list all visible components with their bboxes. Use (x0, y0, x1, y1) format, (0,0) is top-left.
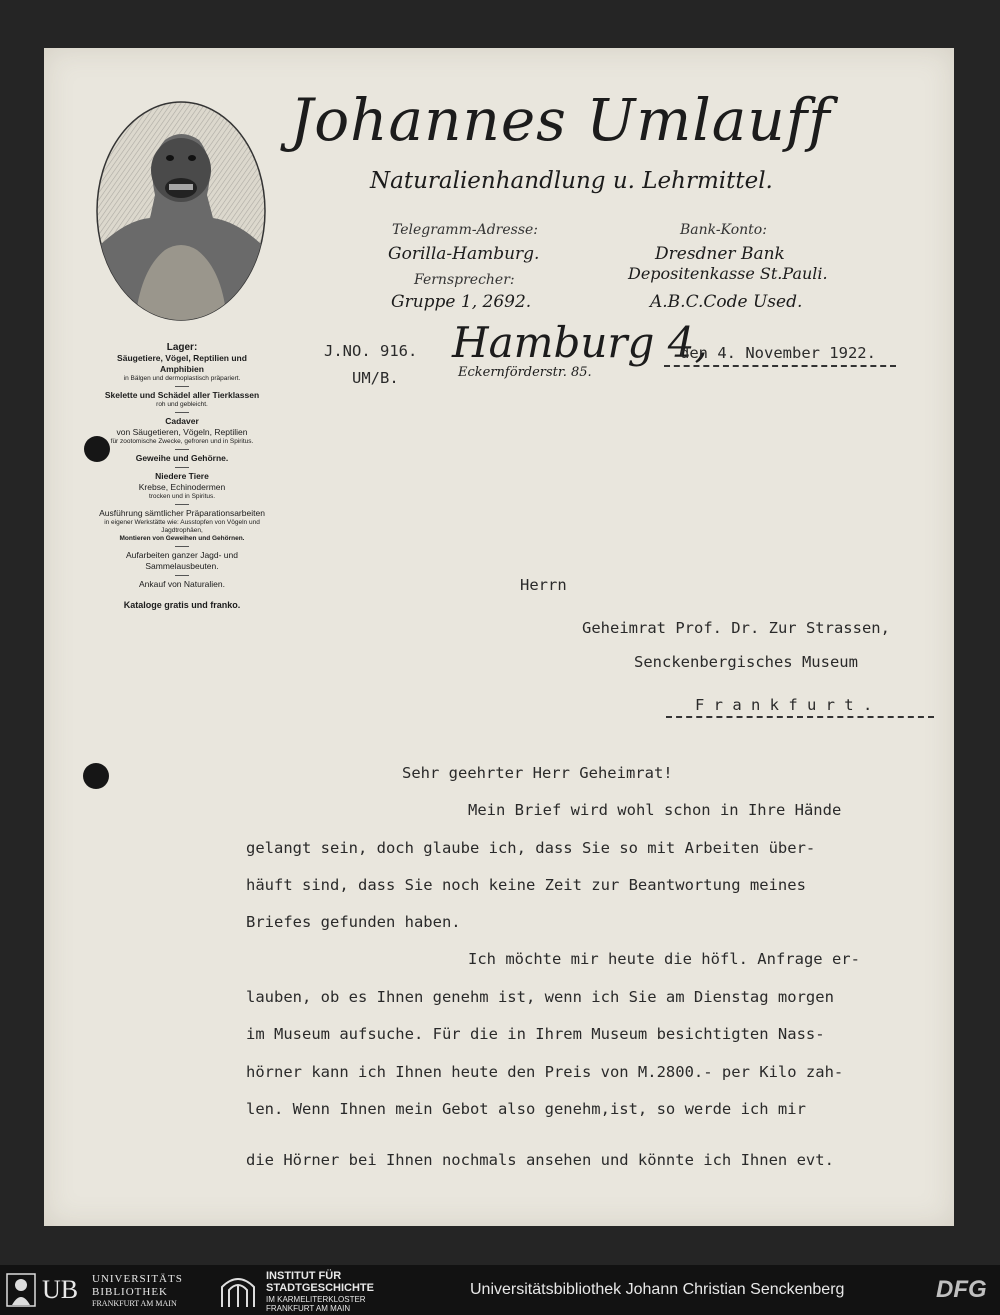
street-address: Eckernförderstr. 85. (458, 365, 592, 380)
ub-short: UB (42, 1275, 79, 1304)
body-line: Mein Brief wird wohl schon in Ihre Hände (468, 801, 842, 819)
phone-value: Gruppe 1, 2692. (391, 292, 532, 312)
isg-line4: FRANKFURT AM MAIN (266, 1304, 351, 1313)
bank-branch: Depositenkasse St.Pauli. (628, 264, 828, 283)
isg-line1: INSTITUT FÜR (266, 1270, 342, 1282)
letter-date: den 4. November 1922. (680, 344, 876, 362)
sidebar-item-cadaver-note: für zootomische Zwecke, gefroren und in Spiritus. (110, 438, 254, 445)
city-hamburg: Hamburg 4, (452, 318, 708, 367)
divider (175, 386, 189, 387)
body-line: die Hörner bei Ihnen nochmals ansehen und könnte ich Ihnen evt. (246, 1151, 834, 1169)
body-line: gelangt sein, doch glaube ich, dass Sie so mit Arbeiten über- (246, 839, 816, 857)
salutation-to: Herrn (520, 576, 567, 594)
recipient-institution: Senckenbergisches Museum (634, 653, 858, 671)
sidebar-item-preparation-note: in eigener Werkstätte wie: Ausstopfen von Vögeln und Jagdtrophäen, (104, 519, 260, 534)
isg-line2: STADTGESCHICHTE (266, 1282, 374, 1294)
bank-value: Dresdner Bank (655, 244, 785, 264)
sidebar-item-preparation-note2: Montieren von Geweihen und Gehörnen. (119, 535, 245, 542)
reference-initials: UM/B. (352, 369, 399, 387)
sidebar-catalog-note: Kataloge gratis und franko. (123, 600, 241, 610)
sidebar-stock-list (96, 342, 268, 611)
sidebar-item-antlers: Geweihe und Gehörne. (135, 453, 229, 463)
body-line: Ich möchte mir heute die höfl. Anfrage er- (468, 950, 860, 968)
body-line: hörner kann ich Ihnen heute den Preis von M.2800.- per Kilo zah- (246, 1063, 844, 1081)
divider (175, 504, 189, 505)
sidebar-item-skeletons: Skelette und Schädel aller Tierklassen (104, 390, 260, 400)
isg-logo-icon (220, 1273, 256, 1309)
divider (175, 449, 189, 450)
telegram-label: Telegramm-Adresse: (392, 222, 539, 238)
body-line: im Museum aufsuche. Für die in Ihrem Museum besichtigten Nass- (246, 1025, 825, 1043)
recipient-name: Geheimrat Prof. Dr. Zur Strassen, (582, 619, 890, 637)
sidebar-item-lower-animals: Krebse, Echinodermen (138, 482, 226, 492)
ub-line1: UNIVERSITÄTS (92, 1273, 183, 1285)
sidebar-title: Lager: (166, 342, 198, 353)
body-line: lauben, ob es Ihnen genehm ist, wenn ich Sie am Dienstag morgen (246, 988, 834, 1006)
ub-line2: BIBLIOTHEK (92, 1286, 168, 1298)
library-name: Universitätsbibliothek Johann Christian Senckenberg (470, 1281, 845, 1298)
body-line: len. Wenn Ihnen mein Gebot also genehm,ist, so werde ich mir (246, 1100, 806, 1118)
gorilla-portrait-image (95, 100, 267, 322)
reference-number: J.NO. 916. (324, 342, 418, 360)
greeting: Sehr geehrter Herr Geheimrat! (402, 764, 673, 782)
punch-hole-bottom (83, 763, 109, 789)
recipient-city: F r a n k f u r t . (695, 696, 873, 714)
divider (175, 412, 189, 413)
dfg-logo: DFG (936, 1276, 987, 1303)
sidebar-item-cadaver: von Säugetieren, Vögeln, Reptilien (116, 427, 248, 437)
footer-bar (0, 1265, 1000, 1315)
divider (175, 546, 189, 547)
body-line: Briefes gefunden haben. (246, 913, 461, 931)
isg-line3: IM KARMELITERKLOSTER (266, 1295, 366, 1304)
divider (175, 575, 189, 576)
sidebar-item-lower-animals-note: trocken und in Spiritus. (148, 493, 216, 500)
sidebar-item-purchase: Ankauf von Naturalien. (139, 579, 225, 589)
sidebar-item-preparation: Ausführung sämtlicher Präparationsarbeiten (99, 508, 265, 518)
sidebar-item-skeletons-note: roh und gebleicht. (156, 401, 208, 408)
sidebar-item-hunting: Aufarbeiten ganzer Jagd- und Sammelausbeuten. (126, 550, 238, 571)
sidebar-item-animals: Säugetiere, Vögel, Reptilien und Amphibien (117, 353, 247, 374)
sidebar-item-lower-animals-head: Niedere Tiere (155, 471, 209, 481)
company-name: Johannes Umlauff (290, 86, 831, 154)
phone-label: Fernsprecher: (414, 272, 515, 288)
divider (175, 467, 189, 468)
sidebar-item-animals-note: in Bälgen und dermoplastisch präpariert. (123, 375, 241, 382)
company-subtitle: Naturalienhandlung u. Lehrmittel. (370, 168, 773, 194)
ub-line3: FRANKFURT AM MAIN (92, 1299, 177, 1308)
city-underline (666, 716, 934, 718)
ub-logo-icon (6, 1273, 36, 1307)
sidebar-item-cadaver-head: Cadaver (165, 416, 199, 426)
date-underline (664, 365, 896, 367)
bank-label: Bank-Konto: (680, 222, 767, 238)
code-used: A.B.C.Code Used. (650, 292, 803, 312)
telegram-value: Gorilla-Hamburg. (388, 244, 540, 264)
body-line: häuft sind, dass Sie noch keine Zeit zur Beantwortung meines (246, 876, 806, 894)
